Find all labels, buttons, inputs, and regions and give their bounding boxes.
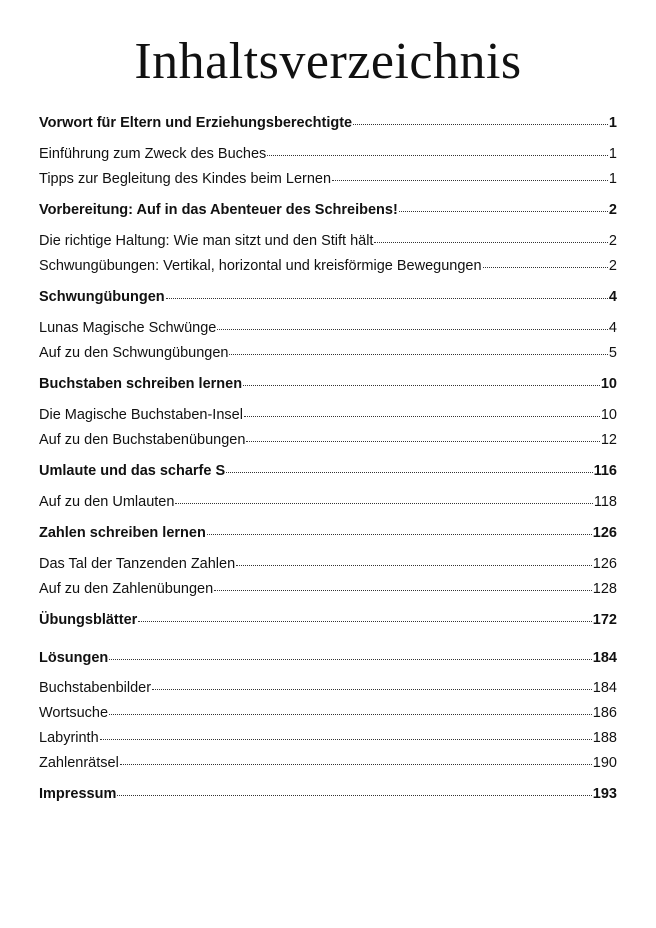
toc-entry[interactable] bbox=[39, 406, 617, 424]
leader-dots bbox=[399, 210, 608, 212]
toc-section-entry[interactable] bbox=[39, 288, 617, 306]
leader-dots bbox=[175, 502, 592, 504]
toc-entry[interactable] bbox=[39, 493, 617, 511]
leader-dots bbox=[483, 266, 608, 268]
toc-entry[interactable] bbox=[39, 145, 617, 163]
toc-entry[interactable] bbox=[39, 344, 617, 362]
toc-entry-page: 184 bbox=[592, 680, 617, 696]
toc-entry-label: Wortsuche bbox=[39, 705, 109, 721]
toc-entry[interactable] bbox=[39, 319, 617, 337]
leader-dots bbox=[214, 589, 592, 591]
toc-entry-page: 2 bbox=[608, 233, 617, 249]
leader-dots bbox=[109, 713, 592, 715]
toc-entry-page: 4 bbox=[608, 289, 617, 305]
toc-entry-label: Einführung zum Zweck des Buches bbox=[39, 146, 267, 162]
toc-entry-label: Lösungen bbox=[39, 650, 109, 666]
leader-dots bbox=[207, 533, 592, 535]
toc-entry-label: Die Magische Buchstaben-Insel bbox=[39, 407, 243, 423]
toc-entry-label: Labyrinth bbox=[39, 730, 99, 746]
toc-entry-page: 188 bbox=[592, 730, 617, 746]
toc-entry-label: Impressum bbox=[39, 786, 117, 802]
leader-dots bbox=[243, 384, 600, 386]
toc-entry-page: 2 bbox=[608, 258, 617, 274]
leader-dots bbox=[332, 179, 608, 181]
toc-section-entry[interactable] bbox=[39, 462, 617, 480]
leader-dots bbox=[229, 353, 607, 355]
toc-entry-page: 172 bbox=[592, 612, 617, 628]
toc-entry-page: 1 bbox=[608, 115, 617, 131]
toc-entry[interactable] bbox=[39, 232, 617, 250]
toc-entry-page: 193 bbox=[592, 786, 617, 802]
toc-entry-page: 126 bbox=[592, 556, 617, 572]
toc-entry-page: 128 bbox=[592, 581, 617, 597]
toc-entry-label: Schwungübungen bbox=[39, 289, 165, 305]
toc-section-entry[interactable] bbox=[39, 114, 617, 132]
toc-section-entry[interactable] bbox=[39, 785, 617, 803]
leader-dots bbox=[236, 564, 592, 566]
toc-entry-label: Auf zu den Zahlenübungen bbox=[39, 581, 214, 597]
toc-entry[interactable] bbox=[39, 729, 617, 747]
toc-entry-page: 1 bbox=[608, 171, 617, 187]
toc-entry-label: Vorwort für Eltern und Erziehungsberechtigte bbox=[39, 115, 353, 131]
toc-entry-label: Auf zu den Buchstabenübungen bbox=[39, 432, 246, 448]
toc-entry-page: 186 bbox=[592, 705, 617, 721]
toc-entry-page: 118 bbox=[593, 494, 617, 510]
toc-entry[interactable] bbox=[39, 431, 617, 449]
toc-entry-page: 2 bbox=[608, 202, 617, 218]
toc-entry-label: Buchstaben schreiben lernen bbox=[39, 376, 243, 392]
leader-dots bbox=[117, 794, 591, 796]
toc-section-entry[interactable] bbox=[39, 524, 617, 542]
leader-dots bbox=[374, 241, 607, 243]
toc-section-entry[interactable] bbox=[39, 201, 617, 219]
leader-dots bbox=[100, 738, 592, 740]
leader-dots bbox=[152, 688, 592, 690]
toc-entry[interactable] bbox=[39, 704, 617, 722]
toc-entry[interactable] bbox=[39, 257, 617, 275]
toc-entry[interactable] bbox=[39, 754, 617, 772]
toc-entry-page: 184 bbox=[592, 650, 617, 666]
toc-entry-page: 12 bbox=[600, 432, 617, 448]
toc-section-entry[interactable] bbox=[39, 649, 617, 667]
toc-entry-label: Auf zu den Umlauten bbox=[39, 494, 175, 510]
toc-entry-label: Zahlen schreiben lernen bbox=[39, 525, 206, 541]
toc-section-entry[interactable] bbox=[39, 611, 617, 629]
leader-dots bbox=[267, 154, 608, 156]
leader-dots bbox=[138, 620, 592, 622]
toc-entry[interactable] bbox=[39, 580, 617, 598]
toc-entry-page: 126 bbox=[592, 525, 617, 541]
leader-dots bbox=[353, 123, 608, 125]
toc-entry-label: Tipps zur Begleitung des Kindes beim Lernen bbox=[39, 171, 332, 187]
leader-dots bbox=[120, 763, 592, 765]
toc-entry-label: Auf zu den Schwungübungen bbox=[39, 345, 229, 361]
leader-dots bbox=[246, 440, 599, 442]
toc-entry-page: 1 bbox=[608, 146, 617, 162]
toc-entry[interactable] bbox=[39, 679, 617, 697]
toc-entry-label: Zahlenrätsel bbox=[39, 755, 119, 771]
toc-entry-page: 4 bbox=[608, 320, 617, 336]
toc-entry-label: Schwungübungen: Vertikal, horizontal und kreisförmige Bewegungen bbox=[39, 258, 482, 274]
toc-entry-label: Lunas Magische Schwünge bbox=[39, 320, 217, 336]
leader-dots bbox=[166, 297, 608, 299]
leader-dots bbox=[217, 328, 608, 330]
toc-entry[interactable] bbox=[39, 170, 617, 188]
leader-dots bbox=[226, 471, 592, 473]
toc-entry-label: Übungsblätter bbox=[39, 612, 138, 628]
toc-entry-label: Buchstabenbilder bbox=[39, 680, 152, 696]
toc-entry-page: 10 bbox=[600, 407, 617, 423]
leader-dots bbox=[244, 415, 600, 417]
toc-entry-page: 5 bbox=[608, 345, 617, 361]
toc-entry-label: Umlaute und das scharfe S bbox=[39, 463, 226, 479]
toc-entry-page: 10 bbox=[600, 376, 617, 392]
toc-entry-page: 190 bbox=[592, 755, 617, 771]
toc-entry[interactable] bbox=[39, 555, 617, 573]
page-title: Inhaltsverzeichnis bbox=[134, 33, 522, 90]
toc-entry-page: 116 bbox=[593, 463, 617, 479]
toc-entry-label: Die richtige Haltung: Wie man sitzt und den Stift hält bbox=[39, 233, 374, 249]
toc-entry-label: Vorbereitung: Auf in das Abenteuer des Schreibens! bbox=[39, 202, 398, 218]
toc-entry-label: Das Tal der Tanzenden Zahlen bbox=[39, 556, 236, 572]
toc-section-entry[interactable] bbox=[39, 375, 617, 393]
leader-dots bbox=[109, 658, 592, 660]
